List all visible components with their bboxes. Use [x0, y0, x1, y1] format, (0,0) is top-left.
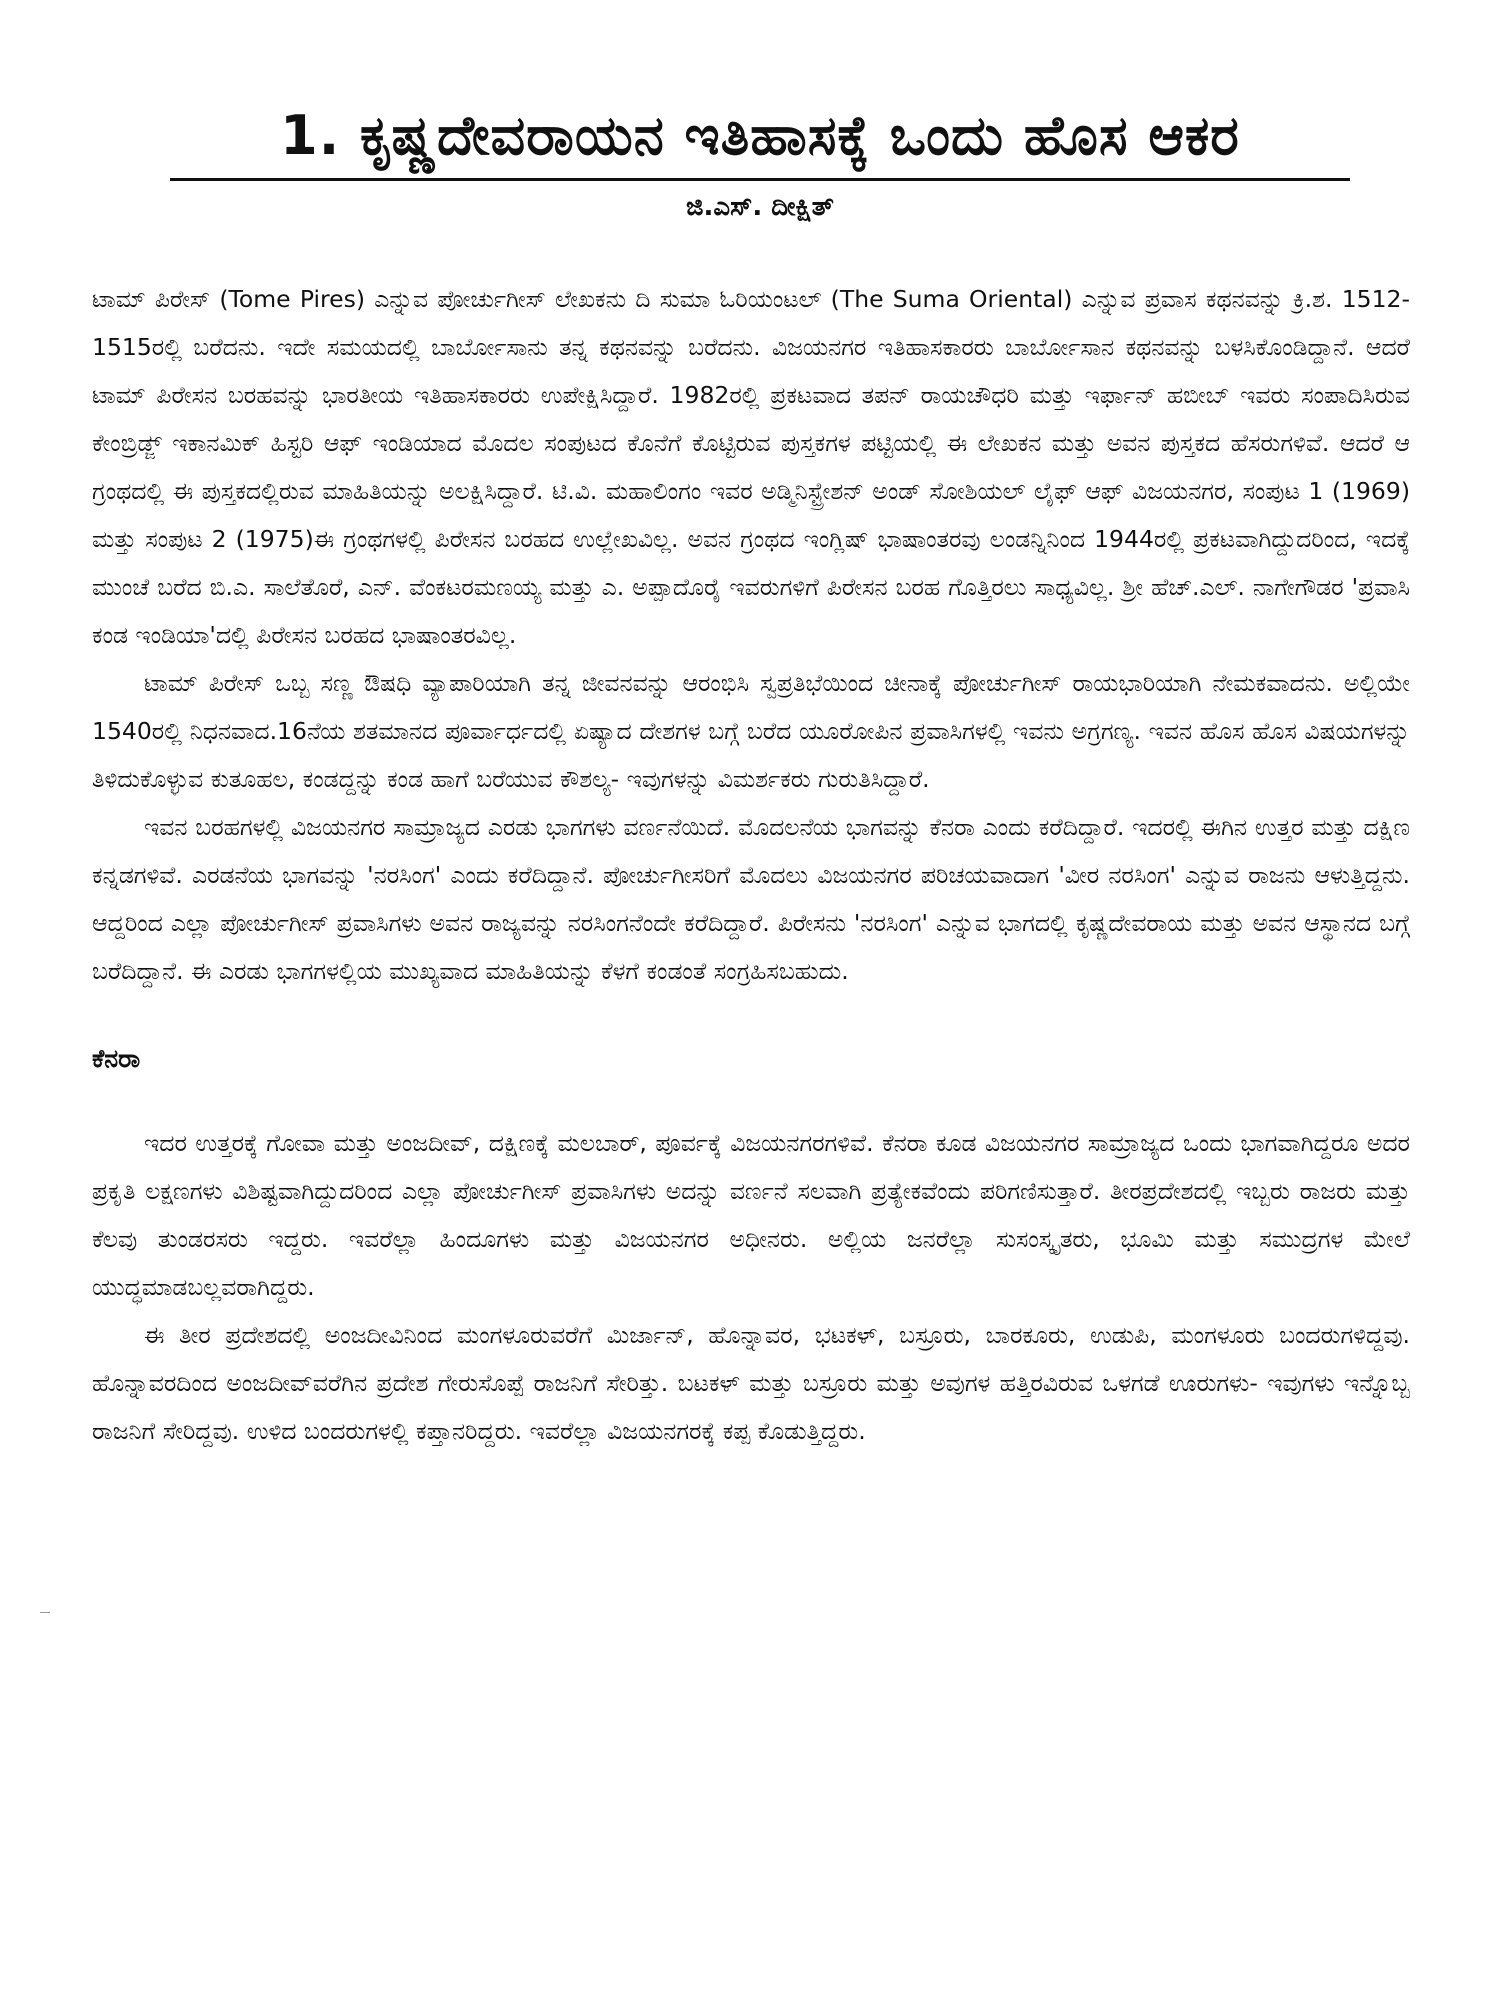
section-paragraph-1: ಇದರ ಉತ್ತರಕ್ಕೆ ಗೋವಾ ಮತ್ತು ಅಂಜದೀವ್, ದಕ್ಷಿಣಕ್ಕೆ ಮಲಬಾರ್, ಪೂರ್ವಕ್ಕೆ ವಿಜಯನಗರಗಳಿವೆ. ಕೆನರಾ ಕೂಡ ವಿಜಯನಗರ ಸಾಮ್ರಾಜ್ಯದ ಒಂದು ಭಾಗವಾಗಿದ್ದರೂ ಅದರ ಪ್ರಕೃತಿ ಲಕ್ಷಣಗಳು ವಿಶಿಷ್ಟವಾಗಿದ್ದುದರಿಂದ ಎಲ್ಲಾ ಪೋರ್ಚುಗೀಸ್ ಪ್ರವಾಸಿಗಳು ಅದನ್ನು ವರ್ಣನೆ ಸಲವಾಗಿ ಪ್ರತ್ಯೇಕವೆಂದು ಪರಿಗಣಿಸುತ್ತಾರೆ. ತೀರಪ್ರದೇಶದಲ್ಲಿ ಇಬ್ಬರು ರಾಜರು ಮತ್ತು ಕೆಲವು ತುಂಡರಸರು ಇದ್ದರು. ಇವರೆಲ್ಲಾ ಹಿಂದೂಗಳು ಮತ್ತು ವಿಜಯನಗರ ಅಧೀನರು. ಅಲ್ಲಿಯ ಜನರೆಲ್ಲಾ ಸುಸಂಸ್ಕೃತರು, ಭೂಮಿ ಮತ್ತು ಸಮುದ್ರಗಳ ಮೇಲೆ ಯುದ್ಧಮಾಡಬಲ್ಲವರಾಗಿದ್ದರು. — [92, 1129, 1410, 1301]
section-heading: ಕೆನರಾ — [92, 1044, 141, 1073]
title-underline-rule — [170, 178, 1350, 181]
body-paragraph-1: ಟಾಮ್ ಪಿರೇಸ್ (Tome Pires) ಎನ್ನುವ ಪೋರ್ಚುಗೀಸ್ ಲೇಖಕನು ದಿ ಸುಮಾ ಓರಿಯಂಟಲ್ (The Suma Oriental) ಎನ್ನುವ ಪ್ರವಾಸ ಕಥನವನ್ನು ಕ್ರಿ.ಶ. 1512-1515ರಲ್ಲಿ ಬರೆದನು. ಇದೇ ಸಮಯದಲ್ಲಿ ಬಾರ್ಬೋಸಾನು ತನ್ನ ಕಥನವನ್ನು ಬರೆದನು. ವಿಜಯನಗರ ಇತಿಹಾಸಕಾರರು ಬಾರ್ಬೋಸಾನ ಕಥನವನ್ನು ಬಳಸಿಕೊಂಡಿದ್ದಾನೆ. ಆದರೆ ಟಾಮ್ ಪಿರೇಸನ ಬರಹವನ್ನು ಭಾರತೀಯ ಇತಿಹಾಸಕಾರರು ಉಪೇಕ್ಷಿಸಿದ್ದಾರೆ. 1982ರಲ್ಲಿ ಪ್ರಕಟವಾದ ತಪನ್ ರಾಯಚೌಧರಿ ಮತ್ತು ಇರ್ಫಾನ್ ಹಬೀಬ್ ಇವರು ಸಂಪಾದಿಸಿರುವ ಕೇಂಬ್ರಿಡ್ಜ್ ಇಕಾನಮಿಕ್ ಹಿಸ್ಟರಿ ಆಫ್ ಇಂಡಿಯಾದ ಮೊದಲ ಸಂಪುಟದ ಕೊನೆಗೆ ಕೊಟ್ಟಿರುವ ಪುಸ್ತಕಗಳ ಪಟ್ಟಿಯಲ್ಲಿ ಈ ಲೇಖಕನ ಮತ್ತು ಅವನ ಪುಸ್ತಕದ ಹೆಸರುಗಳಿವೆ. ಆದರೆ ಆ ಗ್ರಂಥದಲ್ಲಿ ಈ ಪುಸ್ತಕದಲ್ಲಿರುವ ಮಾಹಿತಿಯನ್ನು ಅಲಕ್ಷಿಸಿದ್ದಾರೆ. ಟಿ.ವಿ. ಮಹಾಲಿಂಗಂ ಇವರ ಅಡ್ಮಿನಿಸ್ಟ್ರೇಶನ್ ಅಂಡ್ ಸೋಶಿಯಲ್ ಲೈಫ್ ಆಫ್ ವಿಜಯನಗರ, ಸಂಪುಟ 1 (1969) ಮತ್ತು ಸಂಪುಟ 2 (1975)ಈ ಗ್ರಂಥಗಳಲ್ಲಿ ಪಿರೇಸನ ಬರಹದ ಉಲ್ಲೇಖವಿಲ್ಲ. ಅವನ ಗ್ರಂಥದ ಇಂಗ್ಲಿಷ್ ಭಾಷಾಂತರವು ಲಂಡನ್ನಿನಿಂದ 1944ರಲ್ಲಿ ಪ್ರಕಟವಾಗಿದ್ದುದರಿಂದ, ಇದಕ್ಕೆ ಮುಂಚೆ ಬರೆದ ಬಿ.ಎ. ಸಾಲೆತೊರೆ, ಎನ್. ವೆಂಕಟರಮಣಯ್ಯ ಮತ್ತು ಎ. ಅಪ್ಪಾದೊರೈ ಇವರುಗಳಿಗೆ ಪಿರೇಸನ ಬರಹ ಗೊತ್ತಿರಲು ಸಾಧ್ಯವಿಲ್ಲ. ಶ್ರೀ ಹೆಚ್.ಎಲ್. ನಾಗೇಗೌಡರ 'ಪ್ರವಾಸಿ ಕಂಡ ಇಂಡಿಯಾ'ದಲ್ಲಿ ಪಿರೇಸನ ಬರಹದ ಭಾಷಾಂತರವಿಲ್ಲ. — [92, 285, 1410, 649]
section-paragraph-2: ಈ ತೀರ ಪ್ರದೇಶದಲ್ಲಿ ಅಂಜದೀವಿನಿಂದ ಮಂಗಳೂರುವರೆಗೆ ಮಿರ್ಜಾನ್, ಹೊನ್ನಾವರ, ಭಟಕಳ್, ಬಸ್ರೂರು, ಬಾರಕೂರು, ಉಡುಪಿ, ಮಂಗಳೂರು ಬಂದರುಗಳಿದ್ದವು. ಹೊನ್ನಾವರದಿಂದ ಅಂಜದೀವ್‌ವರೆಗಿನ ಪ್ರದೇಶ ಗೇರುಸೊಪ್ಪೆ ರಾಜನಿಗೆ ಸೇರಿತ್ತು. ಬಟಕಳ್ ಮತ್ತು ಬಸ್ರೂರು ಮತ್ತು ಅವುಗಳ ಹತ್ತಿರವಿರುವ ಒಳಗಡೆ ಊರುಗಳು- ಇವುಗಳು ಇನ್ನೊಬ್ಬ ರಾಜನಿಗೆ ಸೇರಿದ್ದವು. ಉಳಿದ ಬಂದರುಗಳಲ್ಲಿ ಕಪ್ತಾನರಿದ್ದರು. ಇವರೆಲ್ಲಾ ವಿಜಯನಗರಕ್ಕೆ ಕಪ್ಪ ಕೊಡುತ್ತಿದ್ದರು. — [92, 1321, 1410, 1445]
article-author: ಜಿ.ಎಸ್. ದೀಕ್ಷಿತ್ — [686, 192, 834, 222]
body-paragraph-3: ಇವನ ಬರಹಗಳಲ್ಲಿ ವಿಜಯನಗರ ಸಾಮ್ರಾಜ್ಯದ ಎರಡು ಭಾಗಗಳು ವರ್ಣನೆಯಿದೆ. ಮೊದಲನೆಯ ಭಾಗವನ್ನು ಕೆನರಾ ಎಂದು ಕರೆದಿದ್ದಾರೆ. ಇದರಲ್ಲಿ ಈಗಿನ ಉತ್ತರ ಮತ್ತು ದಕ್ಷಿಣ ಕನ್ನಡಗಳಿವೆ. ಎರಡನೆಯ ಭಾಗವನ್ನು 'ನರಸಿಂಗ' ಎಂದು ಕರೆದಿದ್ದಾನೆ. ಪೋರ್ಚುಗೀಸರಿಗೆ ಮೊದಲು ವಿಜಯನಗರ ಪರಿಚಯವಾದಾಗ 'ವೀರ ನರಸಿಂಗ' ಎನ್ನುವ ರಾಜನು ಆಳುತ್ತಿದ್ದನು. ಆದ್ದರಿಂದ ಎಲ್ಲಾ ಪೋರ್ಚುಗೀಸ್ ಪ್ರವಾಸಿಗಳು ಅವನ ರಾಜ್ಯವನ್ನು ನರಸಿಂಗನೆಂದೇ ಕರೆದಿದ್ದಾರೆ. ಪಿರೇಸನು 'ನರಸಿಂಗ' ಎನ್ನುವ ಭಾಗದಲ್ಲಿ ಕೃಷ್ಣದೇವರಾಯ ಮತ್ತು ಅವನ ಆಸ್ಥಾನದ ಬಗ್ಗೆ ಬರೆದಿದ್ದಾನೆ. ಈ ಎರಡು ಭಾಗಗಳಲ್ಲಿಯ ಮುಖ್ಯವಾದ ಮಾಹಿತಿಯನ್ನು ಕೆಳಗೆ ಕಂಡಂತೆ ಸಂಗ್ರಹಿಸಬಹುದು. — [92, 813, 1410, 985]
scan-margin-mark — [40, 1612, 50, 1613]
body-paragraph-2: ಟಾಮ್ ಪಿರೇಸ್ ಒಬ್ಬ ಸಣ್ಣ ಔಷಧಿ ವ್ಯಾಪಾರಿಯಾಗಿ ತನ್ನ ಜೀವನವನ್ನು ಆರಂಭಿಸಿ ಸ್ವಪ್ರತಿಭೆಯಿಂದ ಚೀನಾಕ್ಕೆ ಪೋರ್ಚುಗೀಸ್ ರಾಯಭಾರಿಯಾಗಿ ನೇಮಕವಾದನು. ಅಲ್ಲಿಯೇ 1540ರಲ್ಲಿ ನಿಧನವಾದ.16ನೆಯ ಶತಮಾನದ ಪೂರ್ವಾರ್ಧದಲ್ಲಿ ಏಷ್ಯಾದ ದೇಶಗಳ ಬಗ್ಗೆ ಬರೆದ ಯೂರೋಪಿನ ಪ್ರವಾಸಿಗಳಲ್ಲಿ ಇವನು ಅಗ್ರಗಣ್ಯ. ಇವನ ಹೊಸ ಹೊಸ ವಿಷಯಗಳನ್ನು ತಿಳಿದುಕೊಳ್ಳುವ ಕುತೂಹಲ, ಕಂಡದ್ದನ್ನು ಕಂಡ ಹಾಗೆ ಬರೆಯುವ ಕೌಶಲ್ಯ- ಇವುಗಳನ್ನು ವಿಮರ್ಶಕರು ಗುರುತಿಸಿದ್ದಾರೆ. — [92, 669, 1410, 793]
title-block — [170, 98, 1350, 225]
article-body — [92, 275, 1410, 1455]
article-title: 1. ಕೃಷ್ಣದೇವರಾಯನ ಇತಿಹಾಸಕ್ಕೆ ಒಂದು ಹೊಸ ಆಕರ — [280, 104, 1240, 167]
